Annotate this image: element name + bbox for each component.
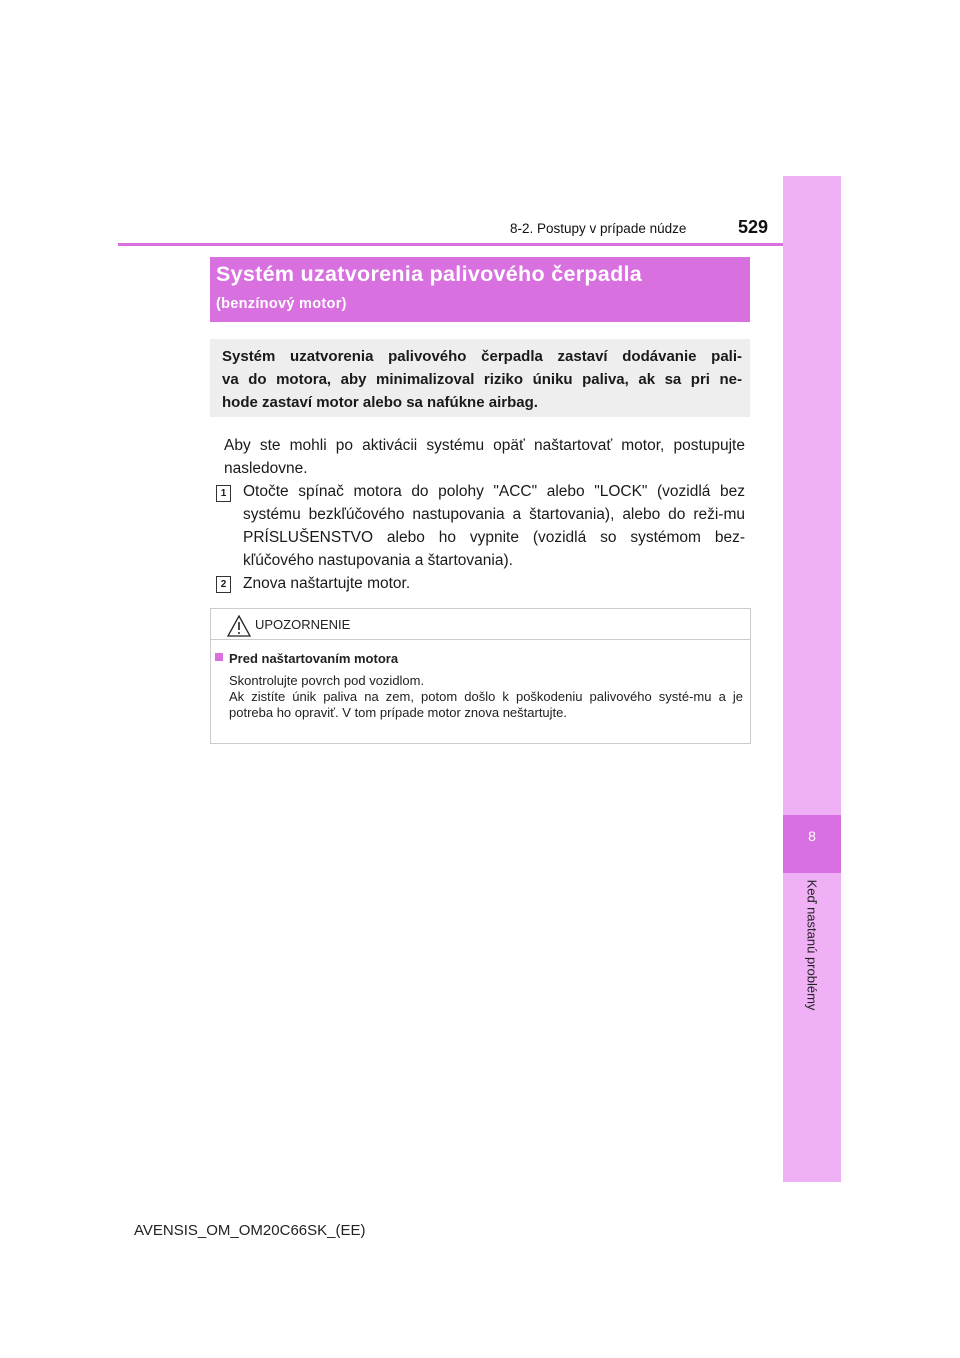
step-number-2: 2 bbox=[216, 576, 231, 593]
warning-title: UPOZORNENIE bbox=[255, 617, 351, 632]
chapter-side-tab bbox=[783, 176, 841, 1182]
footer-document-code: AVENSIS_OM_OM20C66SK_(EE) bbox=[134, 1222, 366, 1239]
chapter-number: 8 bbox=[808, 828, 816, 844]
step-text-2: Znova naštartujte motor. bbox=[243, 575, 411, 592]
section-subtitle: (benzínový motor) bbox=[216, 296, 347, 312]
intro-text bbox=[222, 345, 742, 414]
header-section-name: 8-2. Postupy v prípade núdze bbox=[510, 221, 687, 236]
warning-subtitle: Pred naštartovaním motora bbox=[229, 651, 399, 666]
intro-line: va do motora, aby minimalizoval riziko úniku paliva, ak sa pri ne- bbox=[222, 371, 742, 388]
warning-triangle-icon bbox=[227, 615, 251, 637]
page-number: 529 bbox=[738, 217, 769, 237]
warning-line: Ak zistíte únik paliva na zem, potom došlo k poškodeniu palivového systé-mu a je potreba ho opraviť. V tom prípade motor znova neštartujte. bbox=[229, 689, 743, 720]
header-rule bbox=[118, 243, 783, 246]
instruction-paragraph: Aby ste mohli po aktivácii systému opäť naštartovať motor, postupujte nasledovne. bbox=[224, 437, 745, 477]
step-number-1: 1 bbox=[216, 485, 231, 502]
chapter-number-box bbox=[783, 815, 841, 873]
warning-divider bbox=[211, 639, 750, 640]
warning-bullet bbox=[215, 653, 223, 661]
warning-line: Skontrolujte povrch pod vozidlom. bbox=[229, 673, 425, 688]
section-title: Systém uzatvorenia palivového čerpadla bbox=[216, 262, 643, 286]
intro-line: hode zastaví motor alebo sa nafúkne airbag. bbox=[222, 394, 538, 411]
step-text-1: Otočte spínač motora do polohy "ACC" alebo "LOCK" (vozidlá bez systému bezkľúčového nastupovania a štartovania), alebo do reži-mu PRÍSLUŠENSTVO alebo ho vypnite (vozidlá so systémom bez-kľúčového nastupovania a štartovania). bbox=[243, 483, 745, 569]
intro-line: Systém uzatvorenia palivového čerpadla zastaví dodávanie pali- bbox=[222, 348, 742, 365]
chapter-title: Keď nastanú problémy bbox=[804, 879, 820, 1011]
warning-body bbox=[229, 673, 743, 721]
warning-box bbox=[210, 608, 751, 744]
